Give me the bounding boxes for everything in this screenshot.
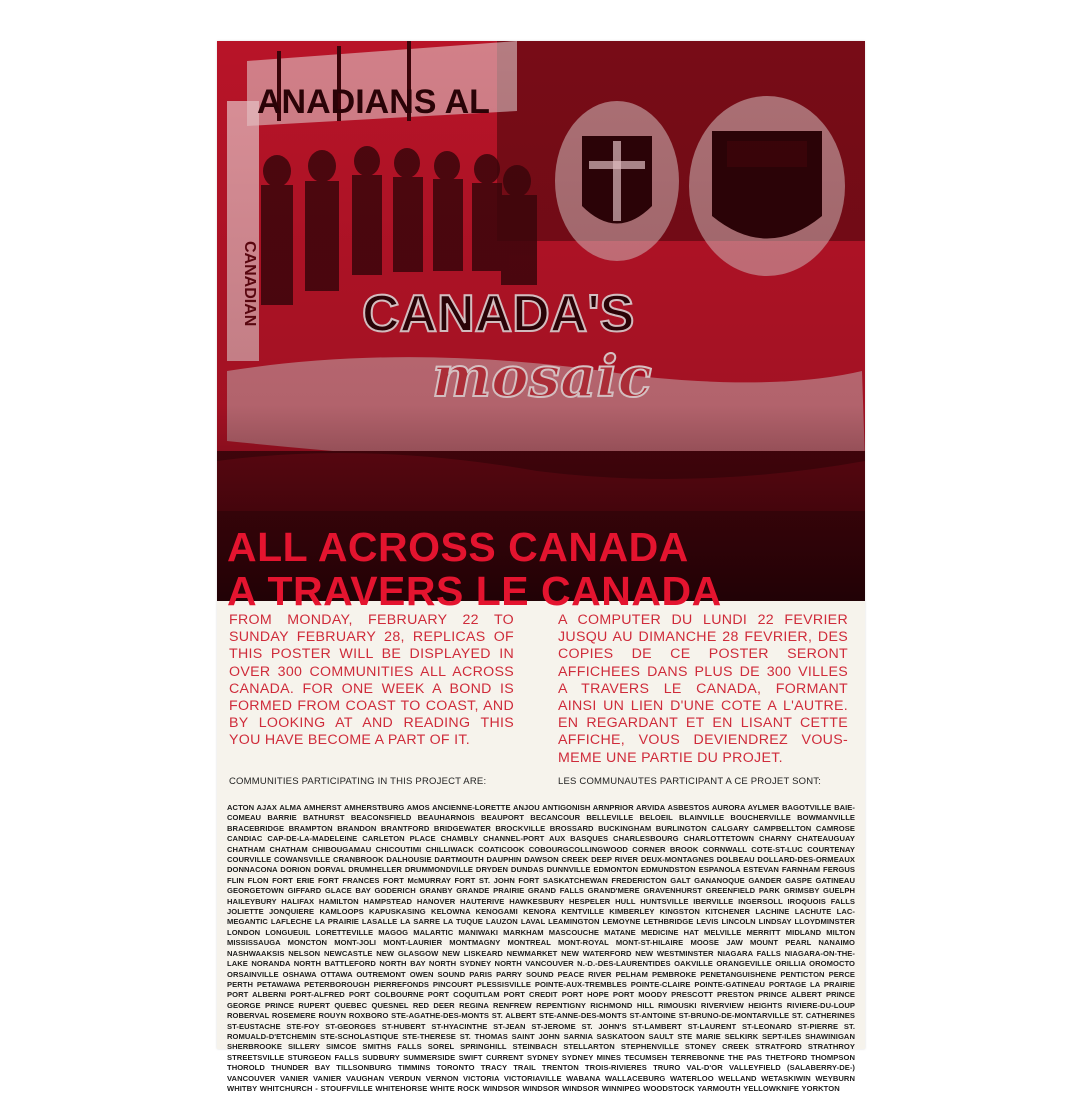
- communities-heading-french: LES COMMUNAUTES PARTICIPANT A CE PROJET SONT:: [558, 776, 822, 787]
- body-french: A COMPUTER DU LUNDI 22 FEVRIER JUSQU AU DIMANCHE 28 FEVRIER, DES COPIES DE CE POSTER SERONT AFFICHEES DANS PLUS DE 300 VILLES A TRAVERS LE CANADA, FORMANT AINSI UN LIEN D'UNE COTE A L'AUTRE. EN REGARDANT ET EN LISANT CETTE AFFICHE, VOUS DEVIENDREZ VOUS-MEME UNE PARTIE DU PROJET.: [558, 612, 848, 766]
- communities-heading-english: COMMUNITIES PARTICIPATING IN THIS PROJECT ARE:: [229, 776, 487, 787]
- communities-list: ACTON AJAX ALMA AMHERST AMHERSTBURG AMOS ANCIENNE-LORETTE ANJOU ANTIGONISH ARNPRIOR ARVIDA ASBESTOS AURORA AYLMER BAGOTVILLE BAIE-COMEAU BARRIE BATHURST BEACONSFIELD BEAUHARNOIS BEAUPORT BECANCOUR BELLEVILLE BELOEIL BLAINVILLE BOUCHERVILLE BOWMANVILLE BRACEBRIDGE BRAMPTON BRANDON BRANTFORD BRIDGEWATER BROCKVILLE BROSSARD BUCKINGHAM BURLINGTON CALGARY CAMPBELLTON CAMROSE CANDIAC CAP-DE-LA-MADELEINE CARLETON PLACE CHAMBLY CHANNEL-PORT AUX BASQUES CHARLESBOURG CHARLOTTETOWN CHARNY CHATEAUGUAY CHATHAM CHATHAM CHIBOUGAMAU CHICOUTIMI CHILLIWACK COATICOOK COBOURGCOLLINGWOOD CORNER BROOK CORNWALL COTE-ST-LUC COURTENAY COURVILLE COWANSVILLE CRANBROOK DALHOUSIE DARTMOUTH DAUPHIN DAWSON CREEK DEEP RIVER DEUX-MONTAGNES DOLBEAU DOLLARD-DES-ORMEAUX DONNACONA DORION DORVAL DRUMHELLER DRUMMONDVILLE DRYDEN DUNDAS DUNNVILLE EDMONTON EDMUNDSTON ESPANOLA ESTEVAN FARNHAM FERGUS FLIN FLON FORT ERIE FORT FRANCES FORT McMURRAY FORT ST. JOHN FORT SASKATCHEWAN FREDERICTON GALT GANANOQUE GANDER GASPE GATINEAU GEORGETOWN GIFFARD GLACE BAY GODERICH GRANBY GRANDE PRAIRIE GRAND FALLS GRAND'MERE GRAVENHURST GREENFIELD PARK GRIMSBY GUELPH HAILEYBURY HALIFAX HAMILTON HAMPSTEAD HANOVER HAUTERIVE HAWKESBURY HESPELER HULL HUNTSVILLE IBERVILLE INGERSOLL IROQUOIS FALLS JOLIETTE JONQUIERE KAMLOOPS KAPUSKASING KELOWNA KENOGAMI KENORA KENTVILLE KIMBERLEY KINGSTON KITCHENER LACHINE LACHUTE LAC-MEGANTIC LAFLECHE LA PRAIRIE LASALLE LA SARRE LA TUQUE LAUZON LAVAL LEAMINGTON LEMOYNE LETHBRIDGE LEVIS LINCOLN LINDSAY LLOYDMINSTER LONDON LONGUEUIL LORETTEVILLE MAGOG MALARTIC MANIWAKI MARKHAM MASCOUCHE MATANE MEDICINE HAT MELVILLE MERRITT MIDLAND MILTON MISSISSAUGA MONCTON MONT-JOLI MONT-LAURIER MONTMAGNY MONTREAL MONT-ROYAL MONT-ST-HILAIRE MOOSE JAW MOUNT PEARL NANAIMO NASHWAAKSIS NELSON NEWCASTLE NEW GLASGOW NEW LISKEARD NEWMARKET NEW WATERFORD NEW WESTMINSTER NIAGARA FALLS NIAGARA-ON-THE-LAKE NORANDA NORTH BATTLEFORD NORTH BAY NORTH SYDNEY NORTH VANCOUVER N.-D.-DES-LAURENTIDES OAKVILLE ORANGEVILLE ORILLIA OROMOCTO ORSAINVILLE OSHAWA OTTAWA OUTREMONT OWEN SOUND PARIS PARRY SOUND PEACE RIVER PELHAM PEMBROKE PENETANGUISHENE PENTICTON PERCE PERTH PETAWAWA PETERBOROUGH PIERREFONDS PINCOURT PLESSISVILLE POINTE-AUX-TREMBLES POINTE-CLAIRE POINTE-GATINEAU PORTAGE LA PRAIRIE PORT ALBERNI PORT-ALFRED PORT COLBOURNE PORT COQUITLAM PORT CREDIT PORT HOPE PORT MOODY PRESCOTT PRESTON PRINCE ALBERT PRINCE GEORGE PRINCE RUPERT QUEBEC QUESNEL RED DEER REGINA RENFREW REPENTIGNY RICHMOND HILL RIMOUSKI RIVERVIEW HEIGHTS RIVIERE-DU-LOUP ROBERVAL ROSEMERE ROUYN ROXBORO STE-AGATHE-DES-MONTS ST. ALBERT STE-ANNE-DES-MONTS ST-ANTOINE ST-BRUNO-DE-MONTARVILLE ST. CATHERINES ST-EUSTACHE STE-FOY ST-GEORGES ST-HUBERT ST-HYACINTHE ST-JEAN ST-JEROME ST. JOHN'S ST-LAMBERT ST-LAURENT ST-LEONARD ST-PIERRE ST. ROMUALD-D'ETCHEMIN STE-SCHOLASTIQUE STE-THERESE ST. THOMAS SAINT JOHN SARNIA SASKATOON SAULT STE MARIE SELKIRK SEPT-ILES SHAWINIGAN SHERBROOKE SILLERY SIMCOE SMITHS FALLS SOREL SPRINGHILL STEINBACH STELLARTON STEPHENVILLE STONEY CREEK STRATFORD STRATHROY STREETSVILLE STURGEON FALLS SUDBURY SUMMERSIDE SWIFT CURRENT SYDNEY SYDNEY MINES TECUMSEH TERREBONNE THE PAS THETFORD THOMPSON THOROLD THUNDER BAY TILLSONBURG TIMMINS TORONTO TRACY TRAIL TRENTON TROIS-RIVIERES TRURO VAL-D'OR VALLEYFIELD (SALABERRY-DE-) VANCOUVER VANIER VANIER VAUGHAN VERDUN VERNON VICTORIA VICTORIAVILLE WABANA WALLACEBURG WATERLOO WELLAND WETASKIWIN WEYBURN WHITBY WHITCHURCH - STOUFFVILLE WHITEHORSE WHITE ROCK WINDSOR WINDSOR WINDSOR WINNIPEG WOODSTOCK YARMOUTH YELLOWKNIFE YORKTON: [227, 803, 855, 1093]
- poster: [217, 41, 865, 1093]
- body-english: FROM MONDAY, FEBRUARY 22 TO SUNDAY FEBRUARY 28, REPLICAS OF THIS POSTER WILL BE DISPLAYED IN OVER 300 COMMUNITIES ALL ACROSS CANADA. FOR ONE WEEK A BOND IS FORMED FROM COAST TO COAST, AND BY LOOKING AT AND READING THIS YOU HAVE BECOME A PART OF IT.: [229, 612, 514, 749]
- headline-english: ALL ACROSS CANADA: [227, 524, 689, 570]
- headline: [227, 525, 859, 613]
- parade-float-illustration: [217, 41, 865, 601]
- parade-photo: [217, 41, 865, 614]
- headline-french: A TRAVERS LE CANADA: [227, 568, 722, 614]
